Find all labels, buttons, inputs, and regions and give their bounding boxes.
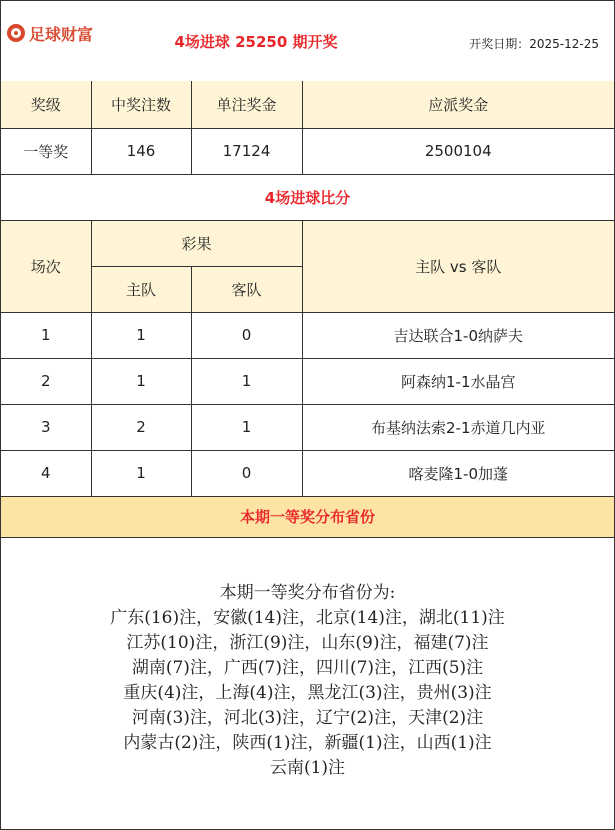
teams-header: 主队 vs 客队 xyxy=(302,221,614,312)
single-bonus-header: 单注奖金 xyxy=(191,81,302,128)
match-no: 4 xyxy=(1,450,91,496)
match-teams: 阿森纳1-1水晶宫 xyxy=(302,358,614,404)
match-no-header: 场次 xyxy=(1,221,91,312)
total-bonus: 2500104 xyxy=(302,128,614,174)
distribution-line: 重庆(4)注，上海(4)注，黑龙江(3)注，贵州(3)注 xyxy=(123,683,492,703)
distribution-text xyxy=(1,581,614,781)
distribution-line: 广东(16)注，安徽(14)注，北京(14)注，湖北(11)注 xyxy=(110,608,505,628)
score-table xyxy=(1,221,614,497)
away-goals: 1 xyxy=(191,358,302,404)
home-goals: 2 xyxy=(91,404,191,450)
single-bonus: 17124 xyxy=(191,128,302,174)
away-goals: 0 xyxy=(191,450,302,496)
football-logo-icon xyxy=(7,24,25,42)
table-row xyxy=(1,358,614,404)
distribution-line: 江苏(10)注，浙江(9)注，山东(9)注，福建(7)注 xyxy=(126,633,489,653)
distribution-title: 本期一等奖分布省份 xyxy=(1,496,614,538)
winner-count: 146 xyxy=(91,128,191,174)
score-header-row-1 xyxy=(1,221,614,266)
result-header: 彩果 xyxy=(91,221,302,266)
away-goals: 0 xyxy=(191,312,302,358)
home-goals: 1 xyxy=(91,358,191,404)
draw-date: 开奖日期：2025-12-25 xyxy=(469,37,599,51)
prize-level: 一等奖 xyxy=(1,128,91,174)
match-no: 2 xyxy=(1,358,91,404)
match-teams: 喀麦隆1-0加蓬 xyxy=(302,450,614,496)
prize-level-header: 奖级 xyxy=(1,81,91,128)
match-teams: 吉达联合1-0纳萨夫 xyxy=(302,312,614,358)
home-header: 主队 xyxy=(91,266,191,312)
winner-count-header: 中奖注数 xyxy=(91,81,191,128)
total-bonus-header: 应派奖金 xyxy=(302,81,614,128)
distribution-line: 河南(3)注，河北(3)注，辽宁(2)注，天津(2)注 xyxy=(131,708,484,728)
prize-header-row xyxy=(1,81,614,128)
match-no: 3 xyxy=(1,404,91,450)
logo-text: 足球财富 xyxy=(29,24,94,44)
header xyxy=(1,1,614,82)
home-goals: 1 xyxy=(91,312,191,358)
prize-table xyxy=(1,81,614,175)
distribution-line: 湖南(7)注，广西(7)注，四川(7)注，江西(5)注 xyxy=(131,658,484,678)
away-header: 客队 xyxy=(191,266,302,312)
match-teams: 布基纳法索2-1赤道几内亚 xyxy=(302,404,614,450)
logo[interactable] xyxy=(7,23,93,43)
table-row xyxy=(1,404,614,450)
table-row xyxy=(1,312,614,358)
table-row xyxy=(1,450,614,496)
match-no: 1 xyxy=(1,312,91,358)
distribution-line: 云南(1)注 xyxy=(269,758,346,778)
home-goals: 1 xyxy=(91,450,191,496)
distribution-line: 本期一等奖分布省份为: xyxy=(219,583,396,603)
distribution-line: 内蒙古(2)注，陕西(1)注，新疆(1)注，山西(1)注 xyxy=(123,733,492,753)
page-title: 4场进球 25250 期开奖 xyxy=(174,33,338,51)
away-goals: 1 xyxy=(191,404,302,450)
prize-row xyxy=(1,128,614,174)
score-section-title: 4场进球比分 xyxy=(1,175,614,221)
